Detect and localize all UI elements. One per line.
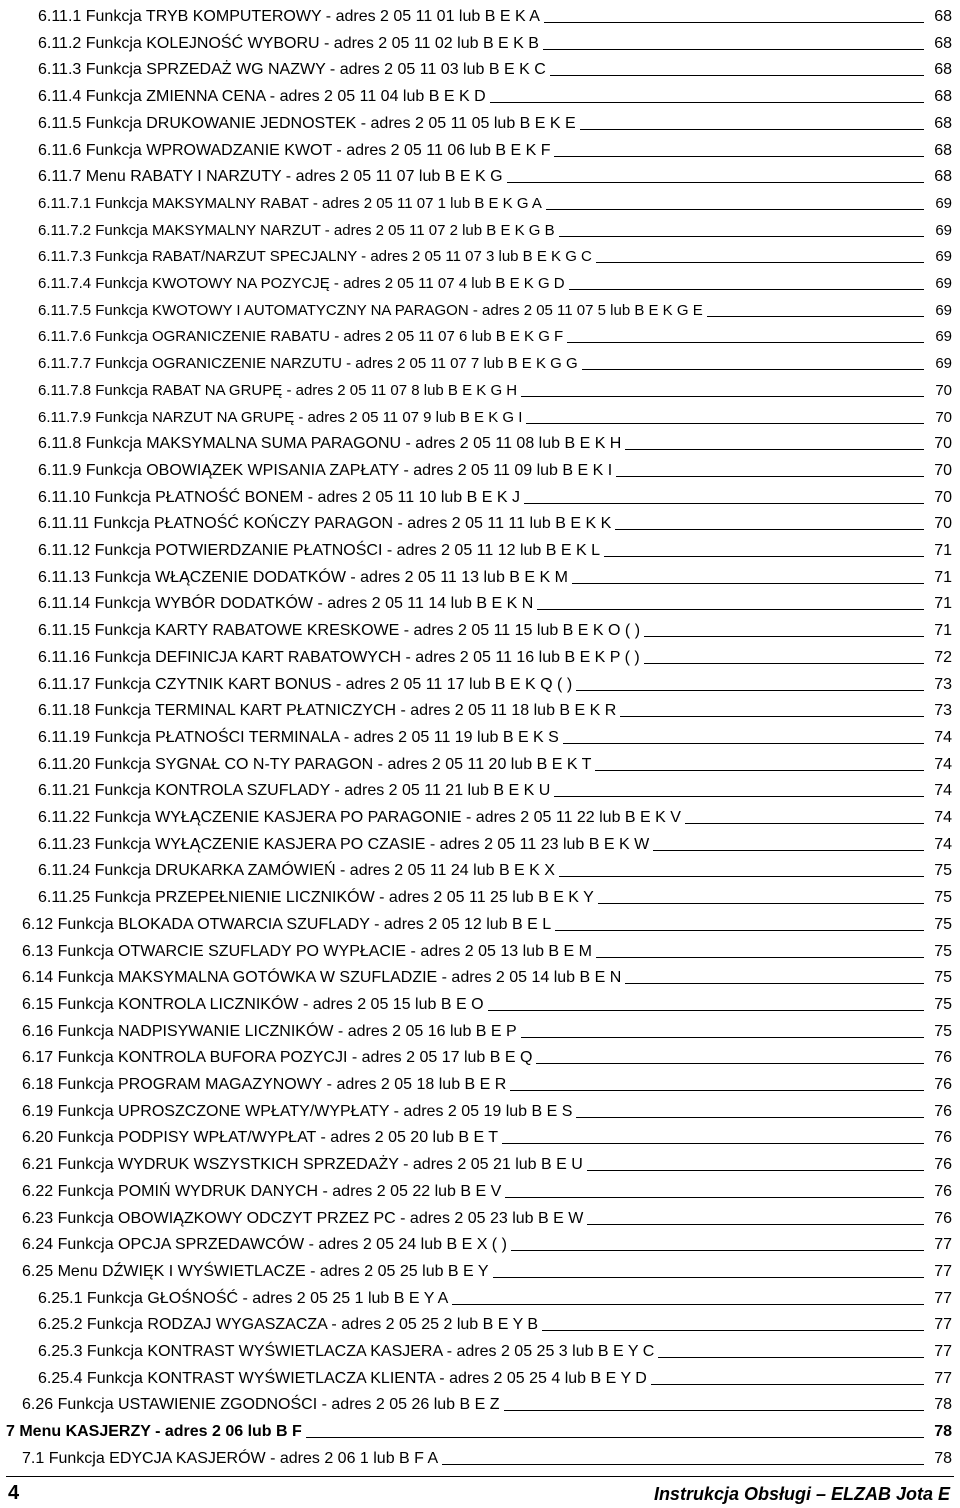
- toc-leader-line: [644, 663, 924, 664]
- toc-entry[interactable]: [22, 1204, 952, 1228]
- toc-leader-line: [507, 182, 924, 183]
- toc-entry[interactable]: [38, 830, 952, 854]
- toc-entry[interactable]: [38, 803, 952, 827]
- toc-leader-line: [596, 957, 924, 958]
- toc-entry[interactable]: [22, 1177, 952, 1201]
- footer-document-title: Instrukcja Obsługi – ELZAB Jota E: [653, 1484, 950, 1504]
- toc-entry[interactable]: [38, 162, 952, 186]
- toc-leader-line: [559, 236, 924, 237]
- toc-entry-title: 6.14 Funkcja MAKSYMALNA GOTÓWKA W SZUFLADZIE - adres 2 05 14 lub B E N: [22, 969, 622, 987]
- toc-entry-page: 69: [935, 248, 952, 266]
- toc-leader-line: [651, 1384, 924, 1385]
- toc-entry[interactable]: [38, 643, 952, 667]
- toc-leader-line: [521, 1037, 924, 1038]
- toc-entry-page: 69: [935, 194, 952, 212]
- toc-entry-title: 6.11.8 Funkcja MAKSYMALNA SUMA PARAGONU - adres 2 05 11 08 lub B E K H: [38, 435, 622, 453]
- toc-entry[interactable]: [38, 696, 952, 720]
- toc-entry-page: 69: [935, 328, 952, 346]
- toc-entry[interactable]: [38, 322, 952, 346]
- footer-page-number: 4: [8, 1482, 20, 1504]
- toc-entry-page: 71: [934, 568, 952, 586]
- toc-entry-title: 6.15 Funkcja KONTROLA LICZNIKÓW - adres 2 05 15 lub B E O: [22, 995, 484, 1013]
- toc-entry[interactable]: [38, 296, 952, 320]
- toc-entry-page: 77: [934, 1316, 952, 1334]
- toc-entry-title: 7.1 Funkcja EDYCJA KASJERÓW - adres 2 06 1 lub B F A: [22, 1449, 439, 1467]
- toc-entry[interactable]: [38, 1310, 952, 1334]
- toc-leader-line: [604, 556, 924, 557]
- toc-entry-page: 75: [934, 889, 952, 907]
- toc-entry-title: 6.11.23 Funkcja WYŁĄCZENIE KASJERA PO CZASIE - adres 2 05 11 23 lub B E K W: [38, 835, 650, 853]
- toc-entry-title: 6.11.5 Funkcja DRUKOWANIE JEDNOSTEK - adres 2 05 11 05 lub B E K E: [38, 114, 576, 132]
- toc-entry-page: 68: [934, 34, 952, 52]
- toc-entry-title: 6.18 Funkcja PROGRAM MAGAZYNOWY - adres 2 05 18 lub B E R: [22, 1076, 507, 1093]
- footer-divider: [6, 1476, 954, 1477]
- toc-entry-page: 71: [934, 595, 952, 613]
- toc-entry[interactable]: [38, 269, 952, 293]
- toc-entry[interactable]: [38, 136, 952, 160]
- toc-entry-page: 73: [934, 702, 952, 720]
- toc-leader-line: [306, 1437, 924, 1438]
- toc-entry-page: 73: [934, 675, 952, 693]
- toc-entry-title: 6.25.1 Funkcja GŁOŚNOŚĆ - adres 2 05 25 1 lub B E Y A: [38, 1289, 449, 1307]
- toc-entry-page: 76: [934, 1102, 952, 1120]
- toc-leader-line: [625, 983, 924, 984]
- toc-leader-line: [569, 289, 924, 290]
- toc-leader-line: [511, 1250, 924, 1251]
- toc-entry-title: 6.11.3 Funkcja SPRZEDAŻ WG NAZWY - adres 2 05 11 03 lub B E K C: [38, 61, 546, 79]
- toc-entry-title: 6.25.4 Funkcja KONTRAST WYŚWIETLACZA KLIENTA - adres 2 05 25 4 lub B E Y D: [38, 1369, 647, 1387]
- toc-entry-title: 6.11.16 Funkcja DEFINICJA KART RABATOWYCH - adres 2 05 11 16 lub B E K P ( ): [38, 648, 640, 666]
- toc-leader-line: [524, 503, 924, 504]
- toc-leader-line: [576, 690, 924, 691]
- toc-entry-title: 6.11.1 Funkcja TRYB KOMPUTEROWY - adres 2 05 11 01 lub B E K A: [38, 8, 540, 25]
- toc-leader-line: [504, 1410, 925, 1411]
- toc-entry[interactable]: [38, 109, 952, 133]
- toc-entry-title: 6.17 Funkcja KONTROLA BUFORA POZYCJI - adres 2 05 17 lub B E Q: [22, 1049, 533, 1067]
- toc-entry-title: 6.13 Funkcja OTWARCIE SZUFLADY PO WYPŁACIE - adres 2 05 13 lub B E M: [22, 942, 592, 960]
- toc-leader-line: [559, 876, 924, 877]
- toc-leader-line: [546, 209, 924, 210]
- toc-entry-page: 70: [934, 435, 952, 453]
- toc-entry-page: 68: [934, 168, 952, 186]
- toc-entry-title: 6.19 Funkcja UPROSZCZONE WPŁATY/WYPŁATY - adres 2 05 19 lub B E S: [22, 1102, 573, 1120]
- toc-leader-line: [615, 529, 924, 530]
- toc-entry-title: 6.20 Funkcja PODPISY WPŁAT/WYPŁAT - adres 2 05 20 lub B E T: [22, 1129, 499, 1147]
- toc-entry-page: 72: [934, 648, 952, 666]
- toc-leader-line: [510, 1090, 924, 1091]
- toc-entry-title: 6.11.12 Funkcja POTWIERDZANIE PŁATNOŚCI - adres 2 05 11 12 lub B E K L: [38, 542, 601, 559]
- toc-entry-page: 69: [935, 221, 952, 239]
- toc-entry-page: 77: [934, 1262, 952, 1280]
- toc-entry[interactable]: [38, 2, 952, 26]
- toc-entry[interactable]: [6, 1417, 952, 1441]
- toc-entry-title: 6.21 Funkcja WYDRUK WSZYSTKICH SPRZEDAŻY - adres 2 05 21 lub B E U: [22, 1156, 583, 1174]
- toc-leader-line: [554, 796, 924, 797]
- toc-entry-page: 68: [934, 114, 952, 132]
- toc-entry-title: 6.11.7.9 Funkcja NARZUT NA GRUPĘ - adres 2 05 11 07 9 lub B E K G I: [38, 408, 523, 426]
- toc-entry-page: 77: [934, 1369, 952, 1387]
- toc-leader-line: [685, 823, 924, 824]
- toc-entry-page: 74: [934, 782, 952, 800]
- toc-entry[interactable]: [38, 242, 952, 266]
- toc-entry-title: 6.11.22 Funkcja WYŁĄCZENIE KASJERA PO PARAGONIE - adres 2 05 11 22 lub B E K V: [38, 809, 681, 826]
- toc-leader-line: [620, 716, 924, 717]
- toc-entry-page: 70: [935, 408, 952, 426]
- toc-entry-title: 6.11.25 Funkcja PRZEPEŁNIENIE LICZNIKÓW - adres 2 05 11 25 lub B E K Y: [38, 889, 594, 907]
- toc-leader-line: [658, 1357, 924, 1358]
- toc-entry[interactable]: [38, 82, 952, 106]
- toc-entry-title: 6.25 Menu DŹWIĘK I WYŚWIETLACZE - adres 2 05 25 lub B E Y: [22, 1262, 489, 1280]
- toc-entry-page: 76: [934, 1209, 952, 1227]
- toc-leader-line: [595, 770, 924, 771]
- toc-leader-line: [587, 1224, 924, 1225]
- toc-leader-line: [572, 583, 924, 584]
- toc-entry[interactable]: [22, 937, 952, 961]
- toc-entry[interactable]: [38, 776, 952, 800]
- toc-entry-title: 6.11.7 Menu RABATY I NARZUTY - adres 2 05 11 07 lub B E K G: [38, 168, 503, 186]
- toc-entry[interactable]: [38, 856, 952, 880]
- toc-entry-page: 75: [934, 1022, 952, 1040]
- toc-leader-line: [625, 449, 924, 450]
- toc-leader-line: [550, 75, 924, 76]
- toc-leader-line: [536, 1063, 924, 1064]
- toc-entry-page: 78: [934, 1396, 952, 1414]
- toc-leader-line: [598, 903, 924, 904]
- toc-entry-page: 68: [934, 61, 952, 79]
- toc-entry-page: 77: [934, 1343, 952, 1360]
- toc-entry-title: 6.22 Funkcja POMIŃ WYDRUK DANYCH - adres 2 05 22 lub B E V: [22, 1182, 502, 1200]
- toc-entry-title: 6.11.4 Funkcja ZMIENNA CENA - adres 2 05 11 04 lub B E K D: [38, 88, 486, 106]
- toc-entry[interactable]: [38, 429, 952, 453]
- toc-entry[interactable]: [22, 1257, 952, 1281]
- toc-entry-title: 6.24 Funkcja OPCJA SPRZEDAWCÓW - adres 2 05 24 lub B E X ( ): [22, 1236, 507, 1254]
- toc-entry-page: 74: [934, 809, 952, 826]
- toc-entry-page: 75: [934, 969, 952, 987]
- toc-entry-page: 75: [934, 942, 952, 960]
- toc-leader-line: [452, 1304, 924, 1305]
- toc-leader-line: [537, 609, 924, 610]
- toc-entry-title: 6.11.7.2 Funkcja MAKSYMALNY NARZUT - adres 2 05 11 07 2 lub B E K G B: [38, 221, 555, 239]
- toc-entry[interactable]: [38, 589, 952, 613]
- toc-entry-page: 69: [935, 355, 952, 373]
- toc-leader-line: [644, 636, 924, 637]
- toc-entry[interactable]: [38, 483, 952, 507]
- toc-entry[interactable]: [22, 1390, 952, 1414]
- toc-entry-page: 74: [934, 835, 952, 853]
- toc-entry-title: 6.25.2 Funkcja RODZAJ WYGASZACZA - adres 2 05 25 2 lub B E Y B: [38, 1316, 539, 1334]
- toc-entry[interactable]: [38, 536, 952, 560]
- toc-leader-line: [554, 156, 924, 157]
- toc-entry-title: 6.23 Funkcja OBOWIĄZKOWY ODCZYT PRZEZ PC - adres 2 05 23 lub B E W: [22, 1209, 584, 1227]
- toc-entry-page: 74: [934, 728, 952, 746]
- toc-entry-title: 6.11.18 Funkcja TERMINAL KART PŁATNICZYCH - adres 2 05 11 18 lub B E K R: [38, 702, 617, 720]
- toc-entry-page: 74: [934, 755, 952, 773]
- toc-entry[interactable]: [38, 403, 952, 427]
- toc-entry-title: 6.11.7.4 Funkcja KWOTOWY NA POZYCJĘ - adres 2 05 11 07 4 lub B E K G D: [38, 275, 565, 292]
- toc-entry-page: 69: [935, 275, 952, 292]
- toc-leader-line: [490, 102, 924, 103]
- toc-entry-title: 6.11.2 Funkcja KOLEJNOŚĆ WYBORU - adres 2 05 11 02 lub B E K B: [38, 34, 539, 52]
- toc-entry-page: 69: [935, 301, 952, 319]
- toc-entry-page: 68: [934, 141, 952, 159]
- toc-entry[interactable]: [38, 616, 952, 640]
- toc-entry[interactable]: [38, 29, 952, 53]
- toc-entry-page: 78: [934, 1449, 952, 1467]
- toc-leader-line: [505, 1197, 924, 1198]
- toc-entry-page: 70: [934, 461, 952, 479]
- toc-entry-page: 70: [934, 488, 952, 506]
- toc-entry[interactable]: [38, 456, 952, 480]
- toc-entry[interactable]: [38, 750, 952, 774]
- toc-entry[interactable]: [22, 1017, 952, 1041]
- toc-entry[interactable]: [38, 509, 952, 533]
- toc-entry-page: 68: [934, 8, 952, 25]
- toc-entry-page: 70: [934, 515, 952, 533]
- toc-entry-title: 6.11.6 Funkcja WPROWADZANIE KWOT - adres 2 05 11 06 lub B E K F: [38, 141, 551, 159]
- toc-entry-page: 75: [934, 995, 952, 1013]
- toc-entry[interactable]: [38, 883, 952, 907]
- toc-entry[interactable]: [22, 963, 952, 987]
- toc-entry-title: 6.16 Funkcja NADPISYWANIE LICZNIKÓW - adres 2 05 16 lub B E P: [22, 1022, 517, 1040]
- toc-leader-line: [542, 1330, 924, 1331]
- toc-leader-line: [576, 1117, 924, 1118]
- toc-entry-page: 76: [934, 1156, 952, 1174]
- toc-entry-title: 6.11.7.6 Funkcja OGRANICZENIE RABATU - adres 2 05 11 07 6 lub B E K G F: [38, 328, 564, 346]
- toc-leader-line: [587, 1170, 924, 1171]
- toc-entry-page: 71: [934, 542, 952, 559]
- toc-entry-page: 76: [934, 1076, 952, 1093]
- toc-entry[interactable]: [22, 1043, 952, 1067]
- toc-entry[interactable]: [22, 1444, 952, 1468]
- toc-leader-line: [543, 49, 924, 50]
- toc-entry[interactable]: [38, 55, 952, 79]
- toc-leader-line: [502, 1143, 924, 1144]
- toc-entry[interactable]: [38, 723, 952, 747]
- toc-leader-line: [526, 423, 924, 424]
- toc-leader-line: [493, 1277, 924, 1278]
- toc-entry-title: 6.11.7.5 Funkcja KWOTOWY I AUTOMATYCZNY NA PARAGON - adres 2 05 11 07 5 lub B E K G E: [38, 301, 703, 319]
- toc-entry-page: 76: [934, 1049, 952, 1067]
- toc-entry[interactable]: [22, 1123, 952, 1147]
- toc-entry-page: 77: [934, 1289, 952, 1307]
- toc-entry-page: 75: [934, 915, 952, 933]
- toc-entry[interactable]: [22, 1070, 952, 1094]
- toc-entry-title: 6.11.11 Funkcja PŁATNOŚĆ KOŃCZY PARAGON - adres 2 05 11 11 lub B E K K: [38, 515, 612, 533]
- toc-entry-title: 6.12 Funkcja BLOKADA OTWARCIA SZUFLADY - adres 2 05 12 lub B E L: [22, 915, 552, 933]
- toc-leader-line: [707, 316, 924, 317]
- toc-leader-line: [521, 396, 924, 397]
- toc-entry-title: 6.11.17 Funkcja CZYTNIK KART BONUS - adres 2 05 11 17 lub B E K Q ( ): [38, 675, 573, 693]
- toc-entry-title: 6.11.7.8 Funkcja RABAT NA GRUPĘ - adres 2 05 11 07 8 lub B E K G H: [38, 381, 518, 399]
- toc-entry[interactable]: [38, 216, 952, 240]
- toc-entry-page: 76: [934, 1129, 952, 1147]
- toc-entry-title: 6.11.24 Funkcja DRUKARKA ZAMÓWIEŃ - adres 2 05 11 24 lub B E K X: [38, 862, 555, 880]
- toc-entry-title: 6.11.15 Funkcja KARTY RABATOWE KRESKOWE - adres 2 05 11 15 lub B E K O ( ): [38, 622, 641, 640]
- toc-entry-title: 6.11.7.7 Funkcja OGRANICZENIE NARZUTU - adres 2 05 11 07 7 lub B E K G G: [38, 355, 578, 373]
- toc-entry-page: 75: [934, 862, 952, 880]
- toc-entry[interactable]: [22, 1230, 952, 1254]
- toc-entry-page: 71: [934, 622, 952, 640]
- toc-entry-title: 7 Menu KASJERZY - adres 2 06 lub B F: [6, 1423, 302, 1441]
- toc-leader-line: [555, 930, 924, 931]
- toc-leader-line: [653, 850, 924, 851]
- toc-entry[interactable]: [38, 1337, 952, 1361]
- toc-entry-page: 78: [934, 1423, 952, 1441]
- toc-entry[interactable]: [38, 1284, 952, 1308]
- toc-entry[interactable]: [22, 1097, 952, 1121]
- toc-entry-title: 6.11.14 Funkcja WYBÓR DODATKÓW - adres 2 05 11 14 lub B E K N: [38, 595, 534, 613]
- toc-leader-line: [616, 476, 924, 477]
- toc-entry-title: 6.11.19 Funkcja PŁATNOŚCI TERMINALA - adres 2 05 11 19 lub B E K S: [38, 728, 559, 746]
- toc-entry-page: 76: [934, 1182, 952, 1200]
- toc-entry-title: 6.11.21 Funkcja KONTROLA SZUFLADY - adres 2 05 11 21 lub B E K U: [38, 782, 551, 800]
- toc-entry[interactable]: [22, 910, 952, 934]
- toc-entry[interactable]: [38, 563, 952, 587]
- toc-leader-line: [442, 1464, 924, 1465]
- toc-entry[interactable]: [38, 376, 952, 400]
- toc-entry-title: 6.11.7.3 Funkcja RABAT/NARZUT SPECJALNY - adres 2 05 11 07 3 lub B E K G C: [38, 248, 592, 266]
- toc-leader-line: [488, 1010, 924, 1011]
- toc-leader-line: [582, 369, 924, 370]
- toc-entry[interactable]: [38, 189, 952, 213]
- toc-entry[interactable]: [38, 670, 952, 694]
- toc-leader-line: [596, 262, 924, 263]
- toc-entry-title: 6.11.20 Funkcja SYGNAŁ CO N-TY PARAGON - adres 2 05 11 20 lub B E K T: [38, 755, 592, 773]
- toc-entry-title: 6.25.3 Funkcja KONTRAST WYŚWIETLACZA KASJERA - adres 2 05 25 3 lub B E Y C: [38, 1343, 655, 1360]
- toc-leader-line: [563, 743, 924, 744]
- toc-entry-page: 70: [935, 381, 952, 399]
- toc-leader-line: [580, 129, 924, 130]
- toc-entry-title: 6.26 Funkcja USTAWIENIE ZGODNOŚCI - adres 2 05 26 lub B E Z: [22, 1396, 500, 1414]
- toc-entry-page: 77: [934, 1236, 952, 1254]
- toc-entry-title: 6.11.13 Funkcja WŁĄCZENIE DODATKÓW - adres 2 05 11 13 lub B E K M: [38, 568, 568, 586]
- toc-entry-title: 6.11.9 Funkcja OBOWIĄZEK WPISANIA ZAPŁATY - adres 2 05 11 09 lub B E K I: [38, 461, 613, 479]
- toc-leader-line: [544, 22, 924, 23]
- toc-entry[interactable]: [22, 1150, 952, 1174]
- toc-entry-page: 68: [934, 88, 952, 106]
- toc-leader-line: [567, 342, 924, 343]
- toc-entry[interactable]: [22, 990, 952, 1014]
- toc-entry-title: 6.11.10 Funkcja PŁATNOŚĆ BONEM - adres 2 05 11 10 lub B E K J: [38, 488, 520, 506]
- toc-entry[interactable]: [38, 349, 952, 373]
- toc-entry[interactable]: [38, 1364, 952, 1388]
- toc-entry-title: 6.11.7.1 Funkcja MAKSYMALNY RABAT - adres 2 05 11 07 1 lub B E K G A: [38, 194, 542, 212]
